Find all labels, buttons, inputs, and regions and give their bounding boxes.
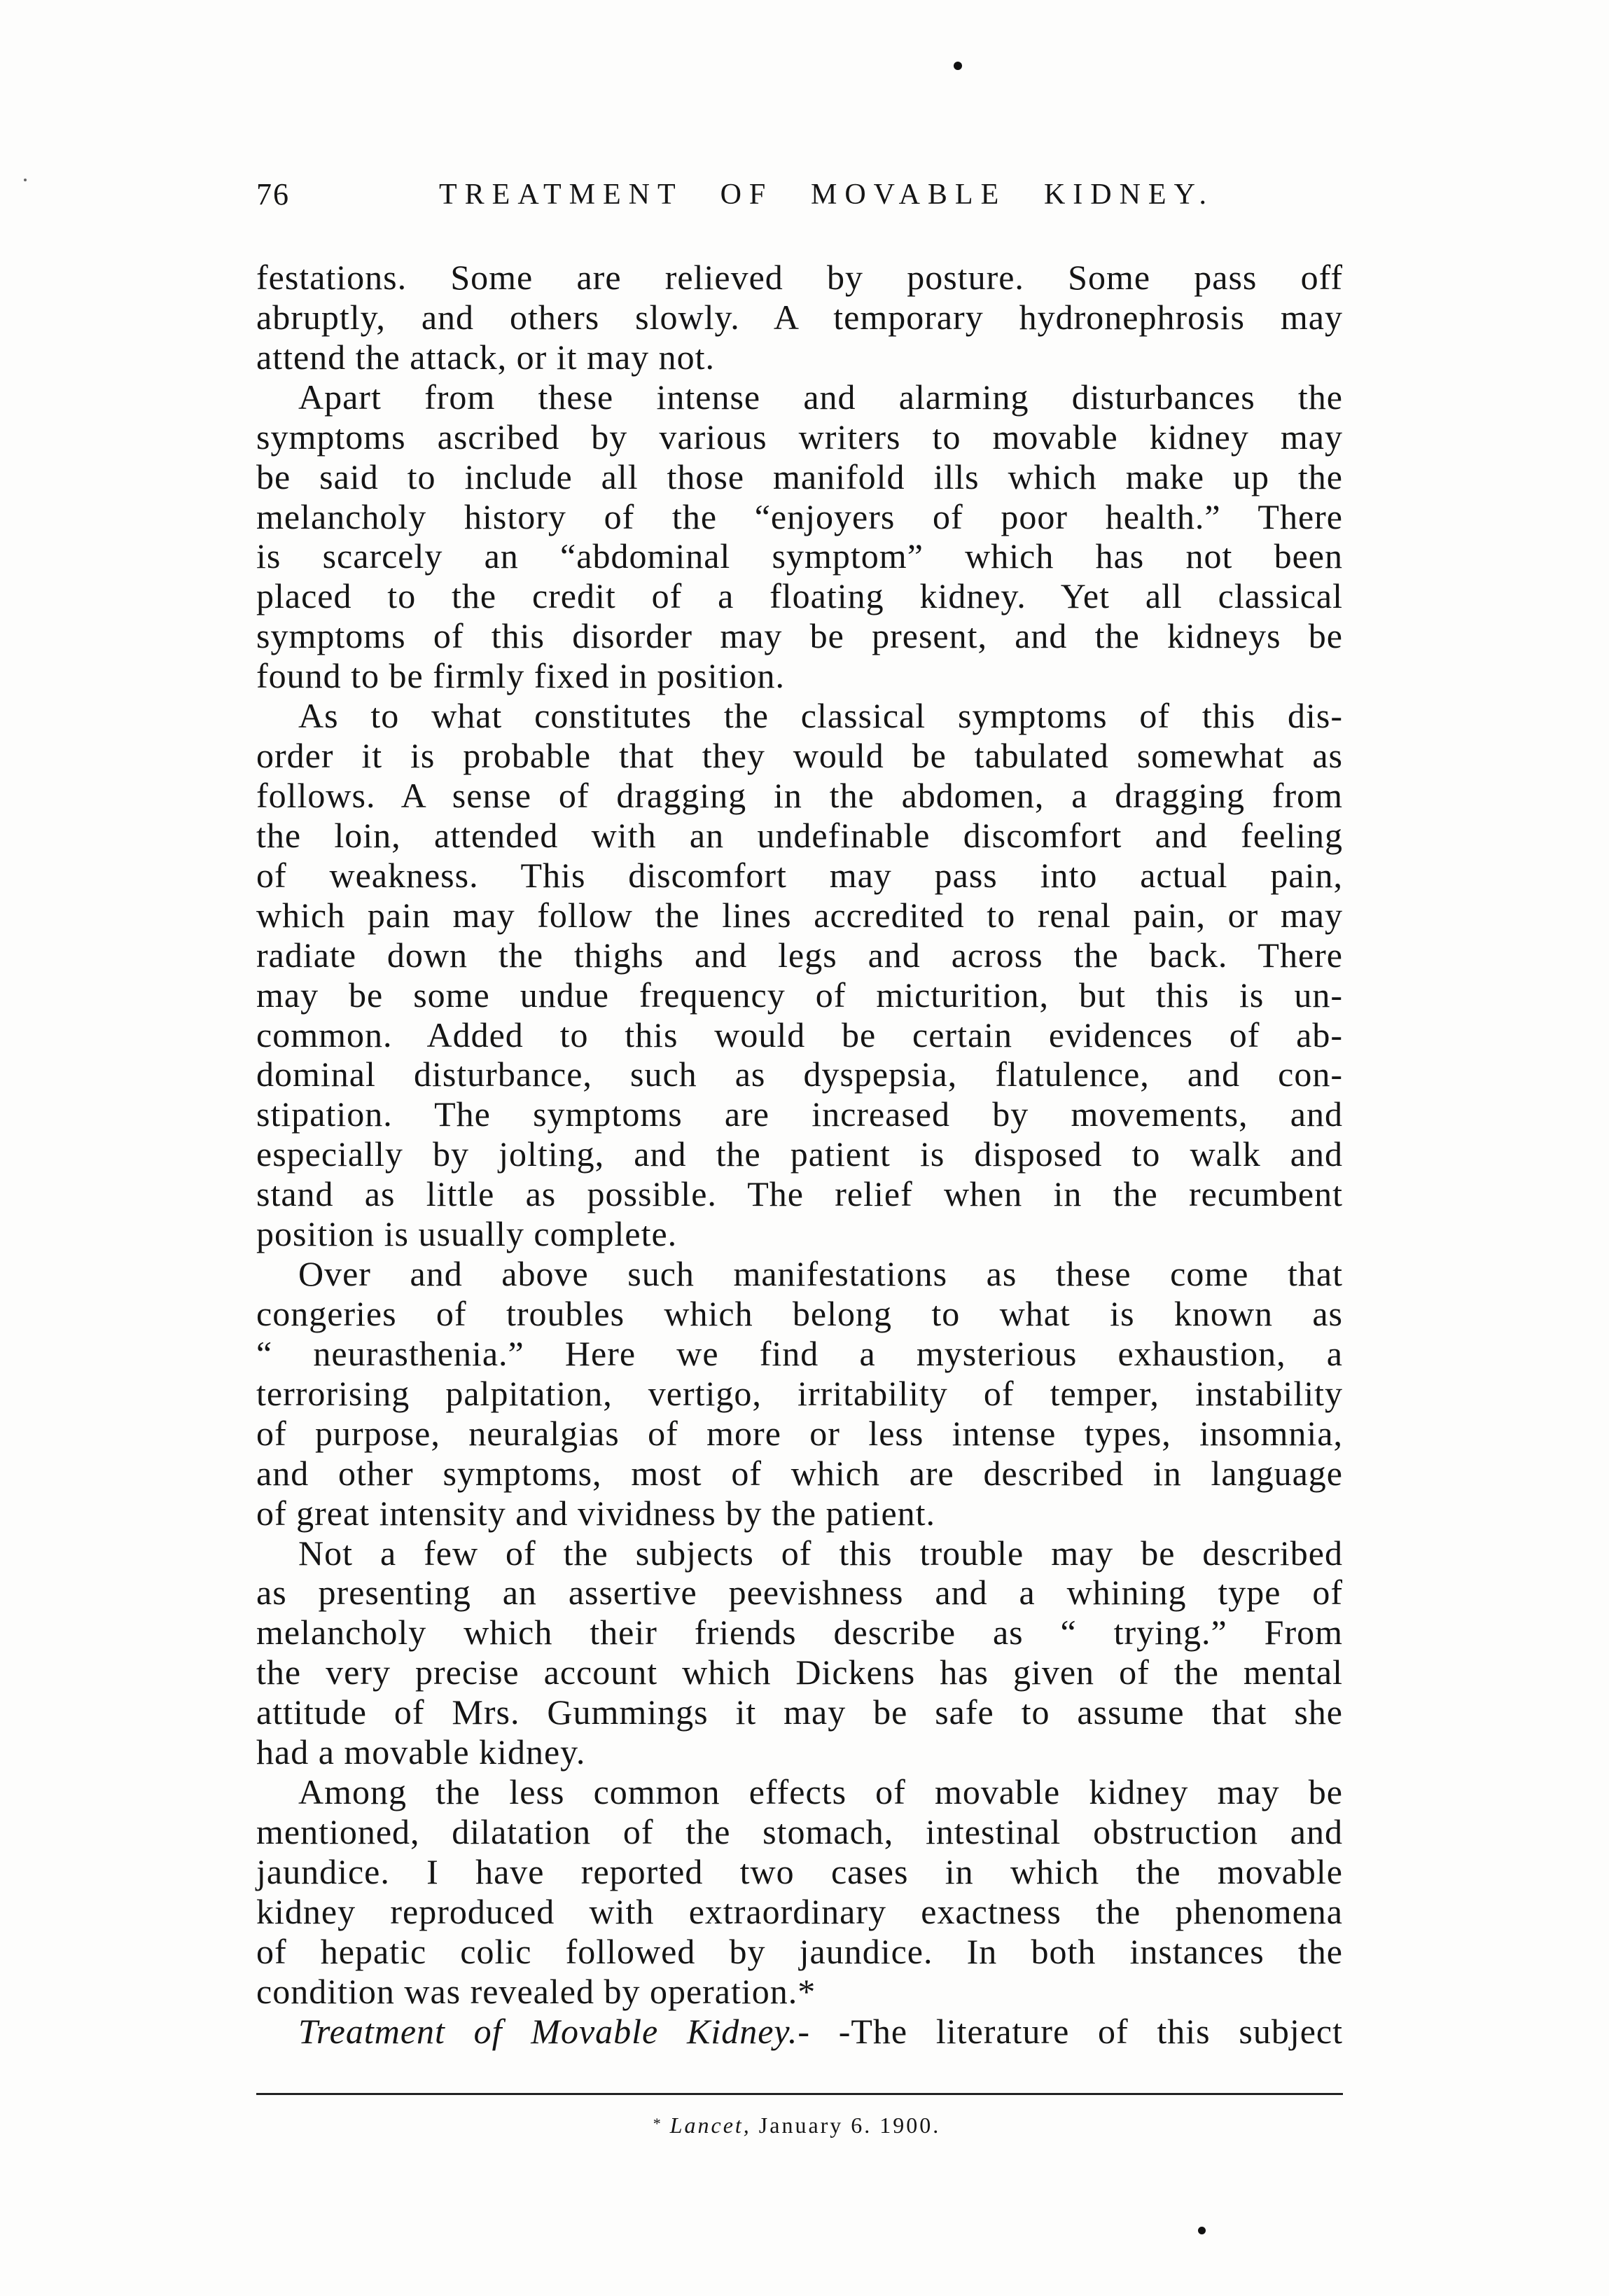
section-heading: Treatment of Movable Kidney.- <box>298 2011 810 2051</box>
text-line: had a movable kidney. <box>256 1732 586 1772</box>
text-line: condition was revealed by operation.* <box>256 1971 816 2011</box>
text-line: follows. A sense of dragging in the abdomen, a dragging from <box>256 775 1343 815</box>
footnote-rule <box>256 2093 1343 2095</box>
text-line: attitude of Mrs. Gummings it may be safe to assume that she <box>256 1692 1343 1732</box>
text-line: of great intensity and vividness by the patient. <box>256 1493 936 1533</box>
text-line: “ neurasthenia.” Here we find a mysterious exhaustion, a <box>256 1333 1343 1373</box>
paragraph <box>256 377 1343 696</box>
text-line: of hepatic colic followed by jaundice. In both instances the <box>256 1931 1343 1971</box>
text-line: be said to include all those manifold ills which make up the <box>256 457 1343 496</box>
text-line: melancholy which their friends describe as “ trying.” From <box>256 1613 1343 1653</box>
text-line: As to what constitutes the classical symptoms of this dis- <box>298 696 1343 736</box>
text-line: Among the less common effects of movable kidney may be <box>298 1772 1343 1812</box>
text-line: position is usually complete. <box>256 1214 678 1254</box>
text-line: especially by jolting, and the patient is disposed to walk and <box>256 1134 1343 1174</box>
text-line: jaundice. I have reported two cases in which the movable <box>256 1851 1343 1891</box>
text-line: the very precise account which Dickens has given of the mental <box>256 1653 1343 1692</box>
text-line: stand as little as possible. The relief when in the recumbent <box>256 1174 1343 1214</box>
paragraph <box>256 258 1343 377</box>
text-line: kidney reproduced with extraordinary exactness the phenomena <box>256 1891 1343 1931</box>
body-text <box>256 258 1343 2051</box>
paragraph <box>256 1533 1343 1773</box>
footnote-date: January 6. 1900. <box>758 2113 941 2138</box>
text-line: stipation. The symptoms are increased by movements, and <box>256 1094 1343 1134</box>
footnote <box>552 2108 1042 2141</box>
scan-speck <box>24 179 27 181</box>
footnote-marker: * <box>653 2115 663 2132</box>
text-line: abruptly, and others slowly. A temporary hydronephrosis may <box>256 297 1343 337</box>
text-line: of purpose, neuralgias of more or less intense types, insomnia, <box>256 1413 1343 1453</box>
text-line: as presenting an assertive peevishness and a whining type of <box>256 1573 1343 1613</box>
text-line: congeries of troubles which belong to what is known as <box>256 1293 1343 1333</box>
text-line: symptoms ascribed by various writers to movable kidney may <box>256 417 1343 457</box>
running-head: TREATMENT OF MOVABLE KIDNEY. <box>439 179 1214 211</box>
text-line: the loin, attended with an undefinable discomfort and feeling <box>256 815 1343 855</box>
section-text: -The literature of this subject <box>838 2011 1343 2051</box>
paragraph <box>256 1772 1343 2012</box>
text-line: Not a few of the subjects of this trouble may be described <box>298 1533 1343 1573</box>
paragraph <box>256 1254 1343 1533</box>
text-line: Over and above such manifestations as these come that <box>298 1254 1343 1294</box>
text-line: dominal disturbance, such as dyspepsia, flatulence, and con- <box>256 1055 1343 1094</box>
scan-speck <box>1198 2227 1206 2234</box>
text-line: melancholy history of the “enjoyers of poor health.” There <box>256 496 1343 536</box>
paragraph <box>256 2012 1343 2052</box>
text-line: order it is probable that they would be tabulated somewhat as <box>256 736 1343 776</box>
text-line: and other symptoms, most of which are described in language <box>256 1453 1343 1493</box>
text-line: radiate down the thighs and legs and across the back. There <box>256 935 1343 975</box>
text-line: terrorising palpitation, vertigo, irritability of temper, instability <box>256 1373 1343 1413</box>
text-line: common. Added to this would be certain evidences of ab- <box>256 1015 1343 1055</box>
text-line: of weakness. This discomfort may pass into actual pain, <box>256 855 1343 895</box>
text-line: Apart from these intense and alarming disturbances the <box>298 377 1343 417</box>
text-line: found to be firmly fixed in position. <box>256 656 785 696</box>
paragraph <box>256 696 1343 1254</box>
footnote-source: Lancet, <box>669 2113 751 2138</box>
text-line: festations. Some are relieved by posture. Some pass off <box>256 258 1343 297</box>
text-line: mentioned, dilatation of the stomach, intestinal obstruction and <box>256 1811 1343 1851</box>
text-line: symptoms of this disorder may be present, and the kidneys be <box>256 616 1343 656</box>
scan-speck <box>954 62 962 70</box>
page-number: 76 <box>256 177 290 211</box>
text-line <box>256 2012 1343 2052</box>
text-line: placed to the credit of a floating kidney. Yet all classical <box>256 576 1343 616</box>
text-line: attend the attack, or it may not. <box>256 337 716 377</box>
text-line: which pain may follow the lines accredited to renal pain, or may <box>256 895 1343 935</box>
text-line: may be some undue frequency of micturition, but this is un- <box>256 975 1343 1015</box>
text-line: is scarcely an “abdominal symptom” which has not been <box>256 536 1343 576</box>
